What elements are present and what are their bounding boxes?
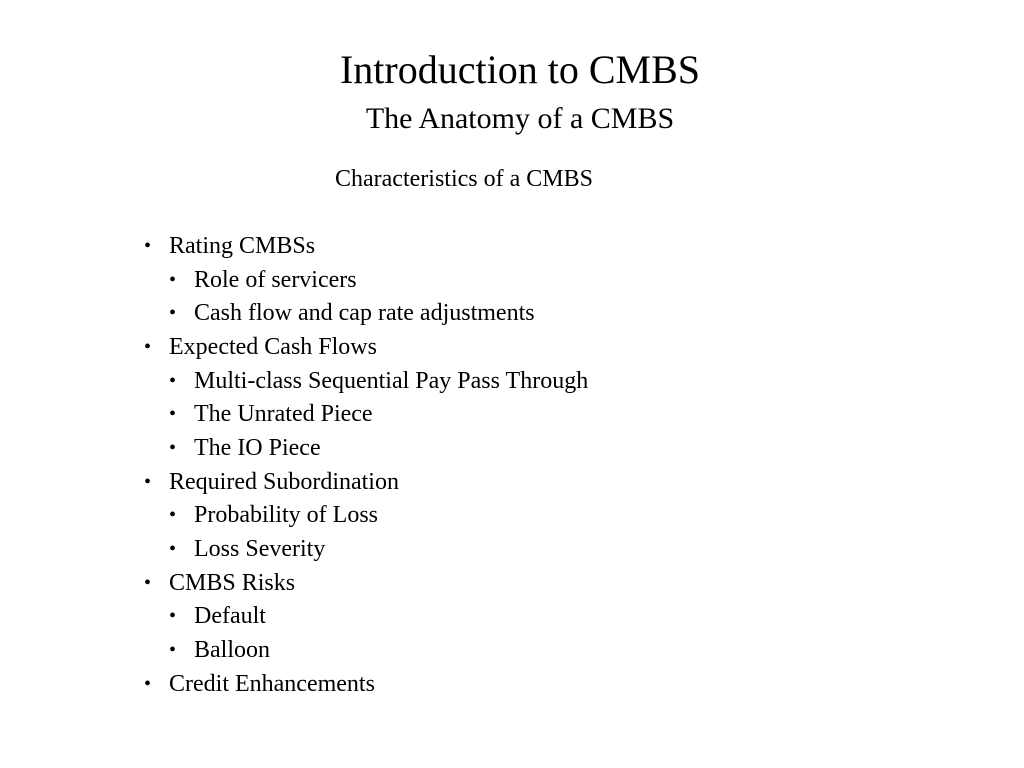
bullet-item-level-2 — [144, 600, 588, 634]
bullet-item-level-2 — [144, 263, 588, 297]
bullet-item-level-1 — [144, 566, 588, 600]
bullet-item-level-2 — [144, 364, 588, 398]
bullet-icon: • — [169, 639, 177, 662]
bullet-text: Cash flow and cap rate adjustments — [194, 300, 535, 327]
bullet-icon: • — [169, 436, 177, 459]
bullet-list — [144, 229, 588, 701]
slide-title: Introduction to CMBS — [339, 47, 701, 92]
bullet-text: Expected Cash Flows — [169, 333, 377, 360]
bullet-text: Role of servicers — [194, 266, 357, 293]
bullet-item-level-1 — [144, 330, 588, 364]
bullet-text: Probability of Loss — [194, 502, 378, 529]
bullet-icon: • — [169, 369, 177, 392]
bullet-item-level-2 — [144, 397, 588, 431]
bullet-icon: • — [169, 538, 177, 561]
bullet-item-level-2 — [144, 296, 588, 330]
slide-subtitle: The Anatomy of a CMBS — [365, 102, 675, 135]
bullet-text: CMBS Risks — [169, 569, 296, 596]
bullet-item-level-1 — [144, 465, 588, 499]
bullet-icon: • — [144, 335, 152, 358]
bullet-icon: • — [169, 403, 177, 426]
bullet-item-level-2 — [144, 633, 588, 667]
bullet-icon: • — [169, 268, 177, 291]
bullet-item-level-2 — [144, 431, 588, 465]
section-heading: Characteristics of a CMBS — [335, 166, 593, 192]
bullet-icon: • — [144, 571, 152, 594]
bullet-icon: • — [169, 302, 177, 325]
bullet-text: Credit Enhancements — [169, 670, 375, 697]
bullet-text: Default — [194, 603, 266, 630]
bullet-icon: • — [169, 504, 177, 527]
bullet-icon: • — [169, 605, 177, 628]
bullet-text: The IO Piece — [194, 434, 321, 461]
bullet-text: Rating CMBSs — [169, 232, 316, 259]
bullet-item-level-2 — [144, 499, 588, 533]
bullet-icon: • — [144, 234, 152, 257]
bullet-text: Multi-class Sequential Pay Pass Through — [194, 367, 589, 394]
bullet-text: The Unrated Piece — [194, 401, 373, 428]
bullet-text: Required Subordination — [169, 468, 399, 495]
bullet-text: Balloon — [194, 637, 270, 664]
bullet-icon: • — [144, 672, 152, 695]
bullet-item-level-1 — [144, 667, 588, 701]
bullet-icon: • — [144, 470, 152, 493]
bullet-text: Loss Severity — [194, 536, 326, 563]
bullet-item-level-2 — [144, 532, 588, 566]
bullet-item-level-1 — [144, 229, 588, 263]
